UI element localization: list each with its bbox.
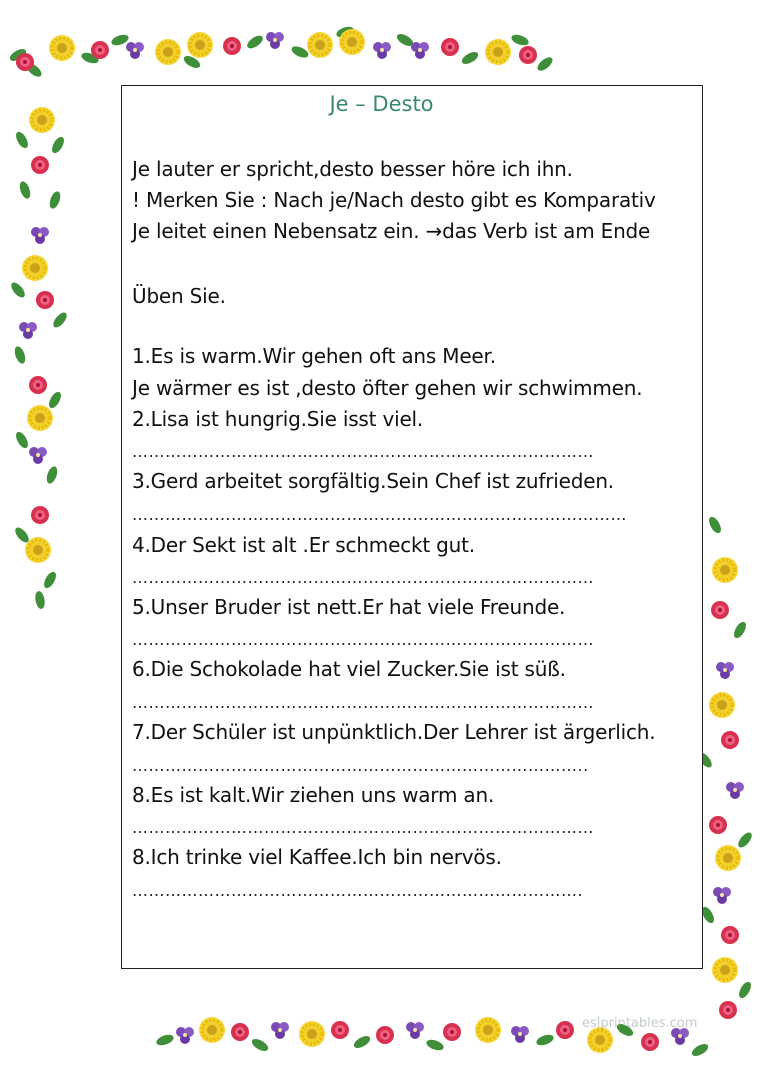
exercise-line: 5.Unser Bruder ist nett.Er hat viele Freunde. xyxy=(132,595,566,619)
intro-line: ! Merken Sie : Nach je/Nach desto gibt es Komparativ xyxy=(132,188,656,212)
top-garland xyxy=(8,25,555,80)
exercise-line: 1.Es is warm.Wir gehen oft ans Meer. xyxy=(132,344,496,368)
answer-line[interactable]: ………………………………………………………………………. xyxy=(132,881,584,900)
worksheet-title: Je – Desto xyxy=(329,92,434,116)
exercise-line: Je wärmer es ist ,desto öfter gehen wir schwimmen. xyxy=(132,376,643,400)
exercise-line: 7.Der Schüler ist unpünktlich.Der Lehrer ist ärgerlich. xyxy=(132,720,656,744)
answer-line[interactable]: ………………………………………………………………………… xyxy=(132,442,594,461)
instruction: Üben Sie. xyxy=(132,284,226,308)
watermark: eslprintables.com xyxy=(582,1016,698,1031)
answer-line[interactable]: ………………………………………………………………………… xyxy=(132,568,594,587)
exercise-line: 4.Der Sekt ist alt .Er schmeckt gut. xyxy=(132,533,475,557)
answer-line[interactable]: ………………………………………………………………………… xyxy=(132,693,594,712)
intro-line: Je lauter er spricht,desto besser höre ich ihn. xyxy=(132,157,573,181)
answer-line[interactable]: ………………………………………………………………………… xyxy=(132,818,594,837)
answer-line[interactable]: ……………………………………………………………………………… xyxy=(132,505,627,524)
answer-line[interactable]: ……………………………………………………………………….. xyxy=(132,756,589,775)
exercise-line: 3.Gerd arbeitet sorgfältig.Sein Chef ist zufrieden. xyxy=(132,469,614,493)
answer-line[interactable]: ………………………………………………………………………… xyxy=(132,630,594,649)
exercise-line: 2.Lisa ist hungrig.Sie isst viel. xyxy=(132,407,424,431)
exercise-line: 6.Die Schokolade hat viel Zucker.Sie ist süß. xyxy=(132,657,566,681)
exercise-line: 8.Es ist kalt.Wir ziehen uns warm an. xyxy=(132,783,495,807)
exercise-line: 8.Ich trinke viel Kaffee.Ich bin nervös. xyxy=(132,845,502,869)
left-garland xyxy=(9,107,69,610)
intro-line: Je leitet einen Nebensatz ein. →das Verb ist am Ende xyxy=(132,219,651,243)
right-garland xyxy=(696,515,754,1019)
